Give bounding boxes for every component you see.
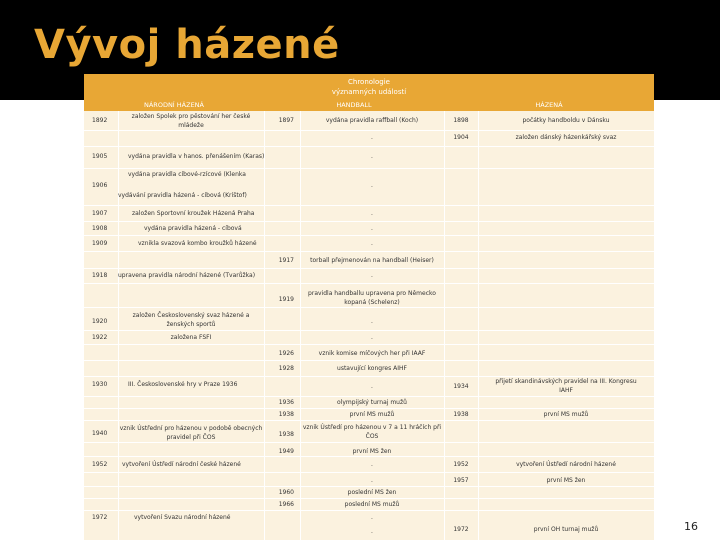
hazena-event: IAHF — [559, 387, 573, 394]
narodni-year: 1940 — [92, 430, 108, 437]
narodni-year: 1905 — [92, 153, 108, 160]
row-divider — [84, 268, 654, 269]
column-header-handball: HANDBALL — [264, 100, 444, 111]
hazena-year: 1952 — [453, 461, 469, 468]
handball-event: první MS žen — [352, 448, 392, 455]
handball-event: první MS mužů — [349, 411, 395, 418]
slide-title: Vývoj házené — [34, 22, 340, 68]
handball-event: . — [371, 477, 373, 484]
hazena-event: přijetí skandinávských pravidel na III. Kongresu — [495, 378, 637, 385]
row-divider — [84, 235, 654, 236]
chronology-header — [84, 74, 654, 100]
hazena-event: první MS žen — [546, 477, 586, 484]
handball-event: vydána pravidla raffball (Koch) — [325, 117, 419, 124]
handball-event: . — [371, 134, 373, 141]
handball-year: 1960 — [278, 489, 294, 496]
narodni-year: 1892 — [92, 117, 108, 124]
handball-event: . — [371, 514, 373, 521]
row-divider — [84, 168, 654, 169]
handball-event: . — [371, 528, 373, 535]
narodni-event: založena FSFI — [170, 334, 212, 341]
handball-event: . — [371, 182, 373, 189]
narodni-year: 1909 — [92, 240, 108, 247]
handball-year: 1897 — [278, 117, 294, 124]
narodni-year: 1972 — [92, 514, 108, 521]
page-number: 16 — [684, 520, 698, 533]
row-divider — [84, 307, 654, 308]
hazena-year: 1972 — [453, 526, 469, 533]
row-divider — [84, 510, 654, 511]
handball-event: . — [371, 225, 373, 232]
row-divider — [84, 472, 654, 473]
narodni-event: vydána pravidla v hanos. přenášením (Karas) — [128, 153, 265, 160]
hazena-event: první OH turnaj mužů — [533, 526, 599, 533]
handball-year: 1949 — [278, 448, 294, 455]
row-divider — [84, 146, 654, 147]
handball-event: torball přejmenován na handball (Heiser) — [310, 257, 434, 264]
hazena-event: založen dánský házenkářský svaz — [515, 134, 617, 141]
row-divider — [84, 283, 654, 284]
handball-event: ustavující kongres AIHF — [337, 365, 407, 372]
row-divider — [84, 486, 654, 487]
narodni-event: vznikla svazová kombo kroužků házené — [138, 240, 257, 247]
column-header-narodni: NÁRODNÍ HÁZENÁ — [84, 100, 264, 111]
row-divider — [84, 420, 654, 421]
handball-event: . — [371, 461, 373, 468]
handball-year: 1938 — [278, 431, 294, 438]
chronology-title: Chronologie — [348, 78, 390, 86]
narodni-event: vydána pravidla cíbové-rzícové (Klenka — [128, 171, 246, 178]
narodni-event: vytvoření Svazu národní házené — [134, 514, 231, 521]
row-divider — [84, 442, 654, 443]
row-divider — [84, 456, 654, 457]
hazena-year: 1904 — [453, 134, 469, 141]
narodni-year: 1908 — [92, 225, 108, 232]
hazena-event: první MS mužů — [543, 411, 589, 418]
hazena-year: 1898 — [453, 117, 469, 124]
handball-event: . — [371, 210, 373, 217]
row-divider — [84, 330, 654, 331]
hazena-year: 1938 — [453, 411, 469, 418]
handball-year: 1936 — [278, 399, 294, 406]
handball-event: . — [371, 334, 373, 341]
column-divider — [264, 111, 265, 540]
handball-event: olympijský turnaj mužů — [337, 399, 407, 406]
narodni-year: 1922 — [92, 334, 108, 341]
narodni-event: vznik Ústřední pro házenou v podobě obecných — [119, 425, 263, 432]
handball-event: . — [371, 153, 373, 160]
narodni-year: 1930 — [92, 381, 108, 388]
narodni-event: založen Sportovní kroužek Házená Praha — [132, 210, 255, 217]
handball-event: . — [371, 240, 373, 247]
chronology-subtitle: významných událostí — [331, 88, 407, 96]
handball-event: vznik komise míčových her při IAAF — [318, 350, 426, 357]
narodni-event: založen Československý svaz házené a — [132, 312, 250, 319]
row-divider — [84, 130, 654, 131]
row-divider — [84, 376, 654, 377]
narodni-event: III. Československé hry v Praze 1936 — [128, 381, 238, 388]
handball-event: pravidla handballu upravena pro Německo — [308, 290, 436, 297]
narodni-event: vydávání pravidla házená - cíbová (Kríštof) — [118, 192, 247, 199]
handball-event: poslední MS žen — [347, 489, 397, 496]
row-divider — [84, 360, 654, 361]
hazena-event: počátky handboldu v Dánsku — [522, 117, 610, 124]
row-divider — [84, 344, 654, 345]
narodni-year: 1920 — [92, 318, 108, 325]
hazena-year: 1957 — [453, 477, 469, 484]
narodni-year: 1906 — [92, 182, 108, 189]
column-divider — [444, 111, 445, 540]
hazena-year: 1934 — [453, 383, 469, 390]
narodni-event: založen Spolek pro pěstování her české — [131, 113, 251, 120]
handball-event: poslední MS mužů — [344, 501, 400, 508]
handball-event: vznik Ústředí pro házenou v 7 a 11 hráčích při — [302, 424, 442, 431]
narodni-year: 1952 — [92, 461, 108, 468]
column-header-hazena: HÁZENÁ — [444, 100, 654, 111]
narodni-event: ženských sportů — [166, 321, 216, 328]
narodni-year: 1918 — [92, 272, 108, 279]
handball-year: 1928 — [278, 365, 294, 372]
handball-event: . — [371, 272, 373, 279]
row-divider — [84, 221, 654, 222]
handball-year: 1938 — [278, 411, 294, 418]
handball-year: 1926 — [278, 350, 294, 357]
handball-event: . — [371, 318, 373, 325]
row-divider — [84, 396, 654, 397]
narodni-event: mládeže — [178, 122, 204, 129]
handball-event: ČOS — [365, 433, 379, 440]
narodni-event: vydána pravidla házená - cíbová — [144, 225, 242, 232]
hazena-event: vytvoření Ústředí národní házené — [516, 461, 616, 468]
row-divider — [84, 498, 654, 499]
row-divider — [84, 408, 654, 409]
handball-year: 1966 — [278, 501, 294, 508]
handball-year: 1917 — [278, 257, 294, 264]
handball-event: kopaná (Schelenz) — [344, 299, 400, 306]
narodni-event: pravidel při ČOS — [166, 434, 216, 441]
handball-event: . — [371, 383, 373, 390]
column-divider — [478, 111, 479, 540]
narodni-event: upravena pravidla národní házené (Tvarůžka) — [118, 272, 256, 279]
handball-year: 1919 — [278, 296, 294, 303]
row-divider — [84, 205, 654, 206]
narodni-event: vytvoření Ústředí národní české házené — [122, 461, 241, 468]
row-divider — [84, 251, 654, 252]
narodni-year: 1907 — [92, 210, 108, 217]
